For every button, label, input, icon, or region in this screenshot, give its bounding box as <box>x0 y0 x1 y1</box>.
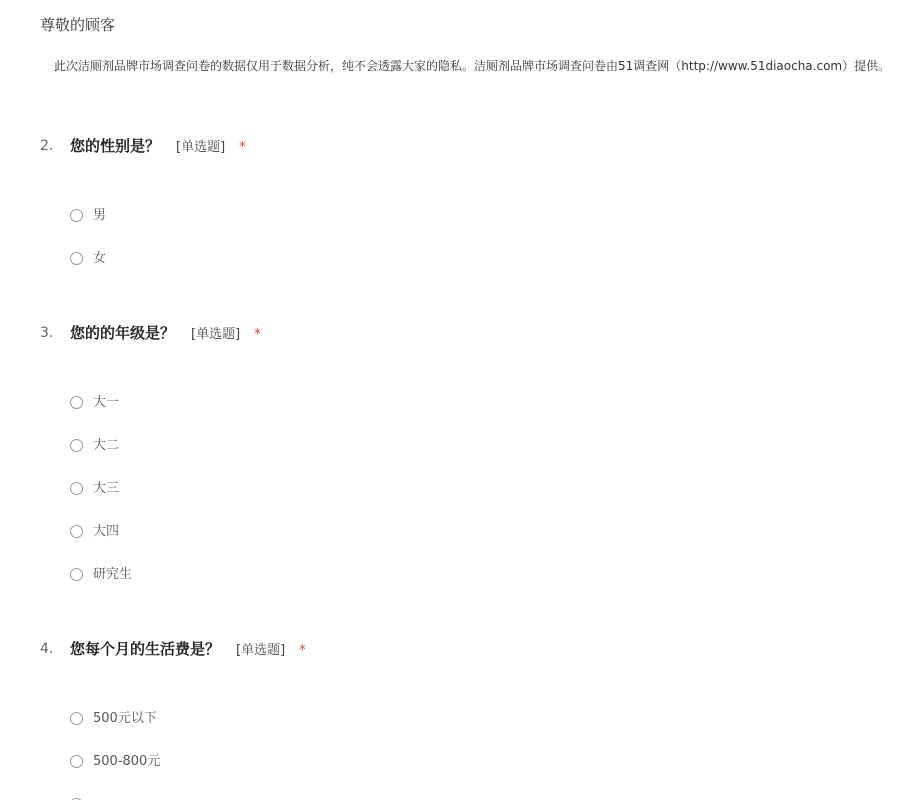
option-label: 女 <box>93 251 107 266</box>
option-label: 研究生 <box>93 567 133 582</box>
radio-button[interactable] <box>70 712 83 725</box>
radio-button[interactable] <box>70 482 83 495</box>
question-title <box>70 133 246 161</box>
question-grade <box>40 320 860 582</box>
radio-button[interactable] <box>70 525 83 538</box>
option-label: 大二 <box>93 438 120 453</box>
radio-button[interactable] <box>70 755 83 768</box>
question-title <box>70 636 306 664</box>
question-title-text: 您每个月的生活费是？ <box>70 640 221 658</box>
required-mark: * <box>299 643 306 658</box>
question-title-text: 您的的年级是？ <box>70 324 176 342</box>
question-header <box>40 636 860 662</box>
question-header <box>40 133 860 159</box>
radio-button[interactable] <box>70 568 83 581</box>
question-type: [单选题] <box>236 643 286 658</box>
question-type: [单选题] <box>176 140 226 155</box>
question-type: [单选题] <box>191 327 241 342</box>
radio-button[interactable] <box>70 396 83 409</box>
option-label: 大四 <box>93 524 120 539</box>
greeting-title: 尊敬的顾客 <box>40 16 116 34</box>
required-mark: * <box>239 140 246 155</box>
radio-button[interactable] <box>70 252 83 265</box>
option-label: 大三 <box>93 481 120 496</box>
option-label: 男 <box>93 208 107 223</box>
question-gender <box>40 133 860 266</box>
radio-button[interactable] <box>70 439 83 452</box>
question-number: 2. <box>40 138 54 154</box>
option-label: 500-800元 <box>93 754 161 769</box>
option-label: 大一 <box>93 395 120 410</box>
question-allowance <box>40 636 860 769</box>
question-header <box>40 320 860 346</box>
option-label: 500元以下 <box>93 711 157 726</box>
question-title <box>70 320 261 348</box>
required-mark: * <box>254 327 261 342</box>
question-number: 3. <box>40 325 54 341</box>
radio-button[interactable] <box>70 209 83 222</box>
question-number: 4. <box>40 641 54 657</box>
question-title-text: 您的性别是？ <box>70 137 161 155</box>
survey-intro: 此次洁厕剂品牌市场调查问卷的数据仅用于数据分析，纯不会透露大家的隐私。洁厕剂品牌市场调查问卷由51调查网（http://www.51diaocha.com）提供。 <box>54 59 891 73</box>
